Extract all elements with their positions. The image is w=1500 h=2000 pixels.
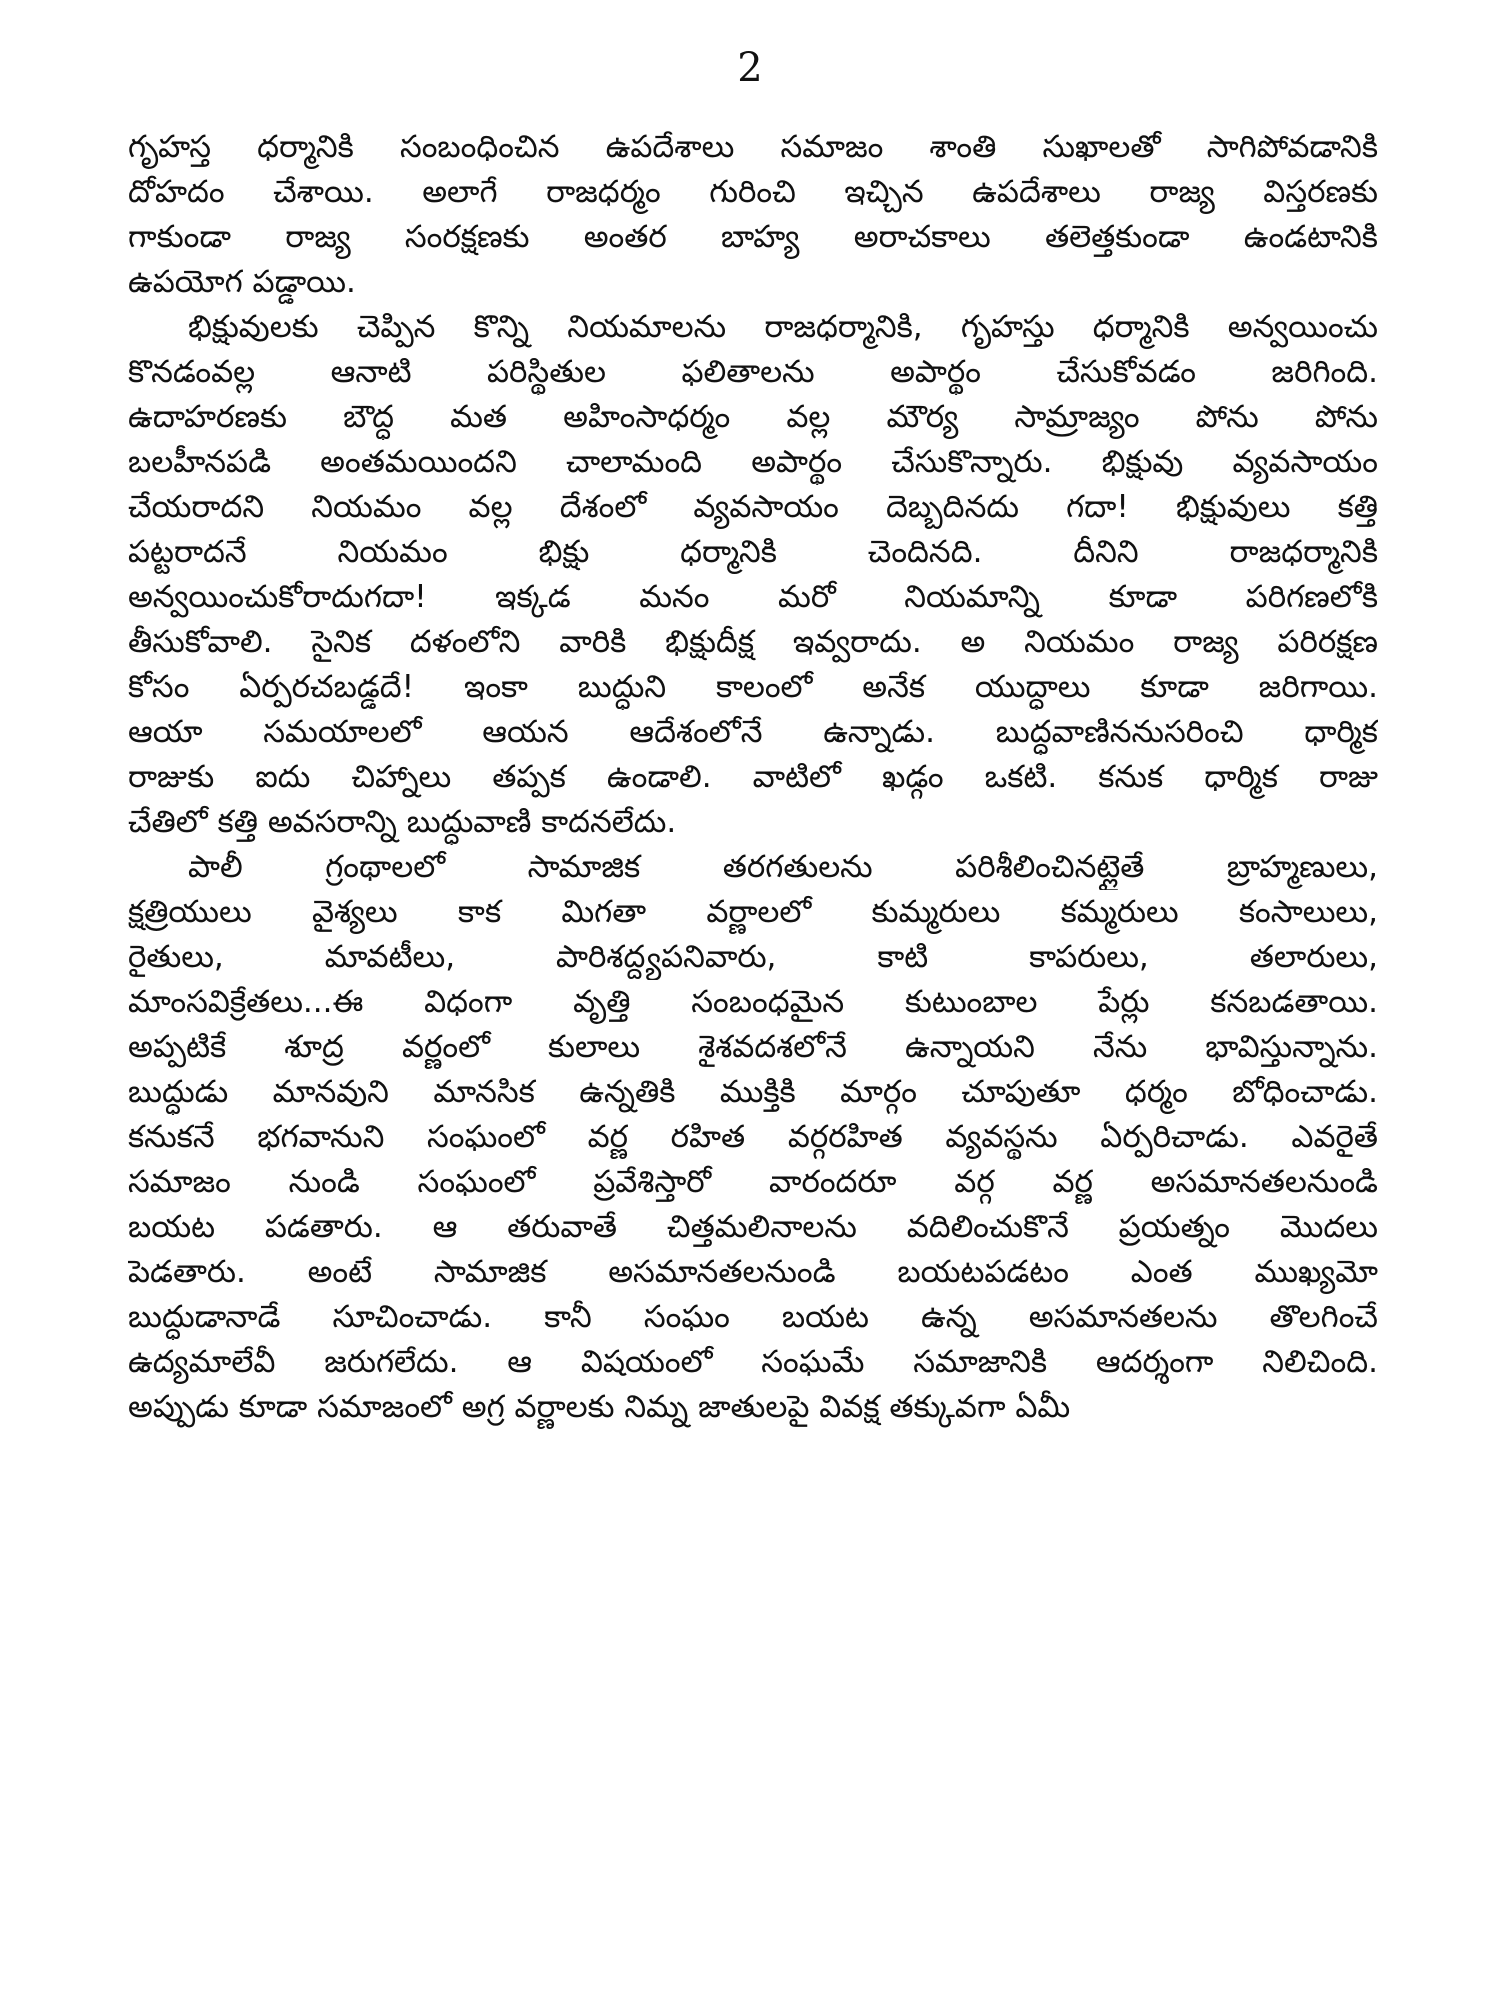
text-line: ఉపయోగ పడ్డాయి. — [128, 264, 356, 300]
text-line: అన్వయించుకోరాదుగదా! ఇక్కడ మనం మరో నియమాన్ని కూడా పరిగణలోకి — [128, 579, 1378, 615]
text-line: సమాజం నుండి సంఘంలో ప్రవేశిస్తారో వారందరూ వర్గ వర్ణ అసమానతలనుండి — [128, 1164, 1378, 1200]
text-line: కనుకనే భగవానుని సంఘంలో వర్ణ రహిత వర్గరహిత వ్యవస్థను ఏర్పరిచాడు. ఎవరైతే — [128, 1119, 1378, 1155]
paragraph — [128, 305, 1378, 845]
text-line: దోహదం చేశాయి. అలాగే రాజధర్మం గురించి ఇచ్చిన ఉపదేశాలు రాజ్య విస్తరణకు — [128, 174, 1378, 210]
paragraph — [128, 845, 1378, 1430]
text-line: గాకుండా రాజ్య సంరక్షణకు అంతర బాహ్య అరాచకాలు తలెత్తకుండా ఉండటానికి — [128, 219, 1378, 255]
text-line: పాలీ గ్రంథాలలో సామాజిక తరగతులను పరిశీలించినట్లైతే బ్రాహ్మణులు, — [188, 849, 1378, 885]
text-line: రైతులు, మావటీలు, పారిశద్ద్యపనివారు, కాటి కాపరులు, తలారులు, — [128, 939, 1378, 975]
text-line: బుద్ధుడు మానవుని మానసిక ఉన్నతికి ముక్తికి మార్గం చూపుతూ ధర్మం బోధించాడు. — [128, 1074, 1378, 1110]
body-text — [128, 125, 1378, 1430]
text-line: ఉద్యమాలేవీ జరుగలేదు. ఆ విషయంలో సంఘమే సమాజానికి ఆదర్శంగా నిలిచింది. — [128, 1344, 1378, 1380]
paragraph — [128, 125, 1378, 305]
text-line: అప్పటికే శూద్ర వర్ణంలో కులాలు శైశవదశలోనే ఉన్నాయని నేను భావిస్తున్నాను. — [128, 1029, 1378, 1065]
text-line: పెడతారు. అంటే సామాజిక అసమానతలనుండి బయటపడటం ఎంత ముఖ్యమో — [128, 1254, 1378, 1290]
text-line: ఉదాహరణకు బౌద్ధ మత అహింసాధర్మం వల్ల మౌర్య సామ్రాజ్యం పోను పోను — [128, 399, 1378, 435]
text-line: భిక్షువులకు చెప్పిన కొన్ని నియమాలను రాజధర్మానికి, గృహస్తు ధర్మానికి అన్వయించు — [188, 309, 1378, 345]
text-line: బలహీనపడి అంతమయిందని చాలామంది అపార్థం చేసుకొన్నారు. భిక్షువు వ్యవసాయం — [128, 444, 1378, 480]
text-line: బుద్ధుడానాడే సూచించాడు. కానీ సంఘం బయట ఉన్న అసమానతలను తొలగించే — [128, 1299, 1378, 1335]
text-line: చేయరాదని నియమం వల్ల దేశంలో వ్యవసాయం దెబ్బదినదు గదా! భిక్షువులు కత్తి — [128, 489, 1378, 525]
text-line: పట్టరాదనే నియమం భిక్షు ధర్మానికి చెందినది. దీనిని రాజధర్మానికి — [128, 534, 1378, 570]
text-line: గృహస్త ధర్మానికి సంబంధించిన ఉపదేశాలు సమాజం శాంతి సుఖాలతో సాగిపోవడానికి — [128, 129, 1378, 165]
text-line: కోసం ఏర్పరచబడ్డదే! ఇంకా బుద్ధుని కాలంలో అనేక యుద్ధాలు కూడా జరిగాయి. — [128, 669, 1378, 705]
text-line: రాజుకు ఐదు చిహ్నాలు తప్పక ఉండాలి. వాటిలో ఖడ్గం ఒకటి. కనుక ధార్మిక రాజు — [128, 759, 1378, 795]
text-line: మాంసవిక్రేతలు...ఈ విధంగా వృత్తి సంబంధమైన కుటుంబాల పేర్లు కనబడతాయి. — [128, 984, 1378, 1020]
text-line: కొనడంవల్ల ఆనాటి పరిస్థితుల ఫలితాలను అపార్థం చేసుకోవడం జరిగింది. — [128, 354, 1378, 390]
text-line: క్షత్రియులు వైశ్యలు కాక మిగతా వర్ణాలలో కుమ్మరులు కమ్మరులు కంసాలులు, — [128, 894, 1378, 930]
text-line: అప్పుడు కూడా సమాజంలో అగ్ర వర్ణాలకు నిమ్న జాతులపై వివక్ష తక్కువగా ఏమీ — [128, 1389, 1071, 1425]
page-number: 2 — [737, 45, 763, 91]
text-line: బయట పడతారు. ఆ తరువాతే చిత్తమలినాలను వదిలించుకొనే ప్రయత్నం మొదలు — [128, 1209, 1378, 1245]
text-line: చేతిలో కత్తి అవసరాన్ని బుద్ధువాణి కాదనలేదు. — [128, 804, 677, 840]
text-line: తీసుకోవాలి. సైనిక దళంలోని వారికి భిక్షుదీక్ష ఇవ్వరాదు. అ నియమం రాజ్య పరిరక్షణ — [128, 624, 1378, 660]
text-line: ఆయా సమయాలలో ఆయన ఆదేశంలోనే ఉన్నాడు. బుద్ధవాణిననుసరించి ధార్మిక — [128, 714, 1378, 750]
